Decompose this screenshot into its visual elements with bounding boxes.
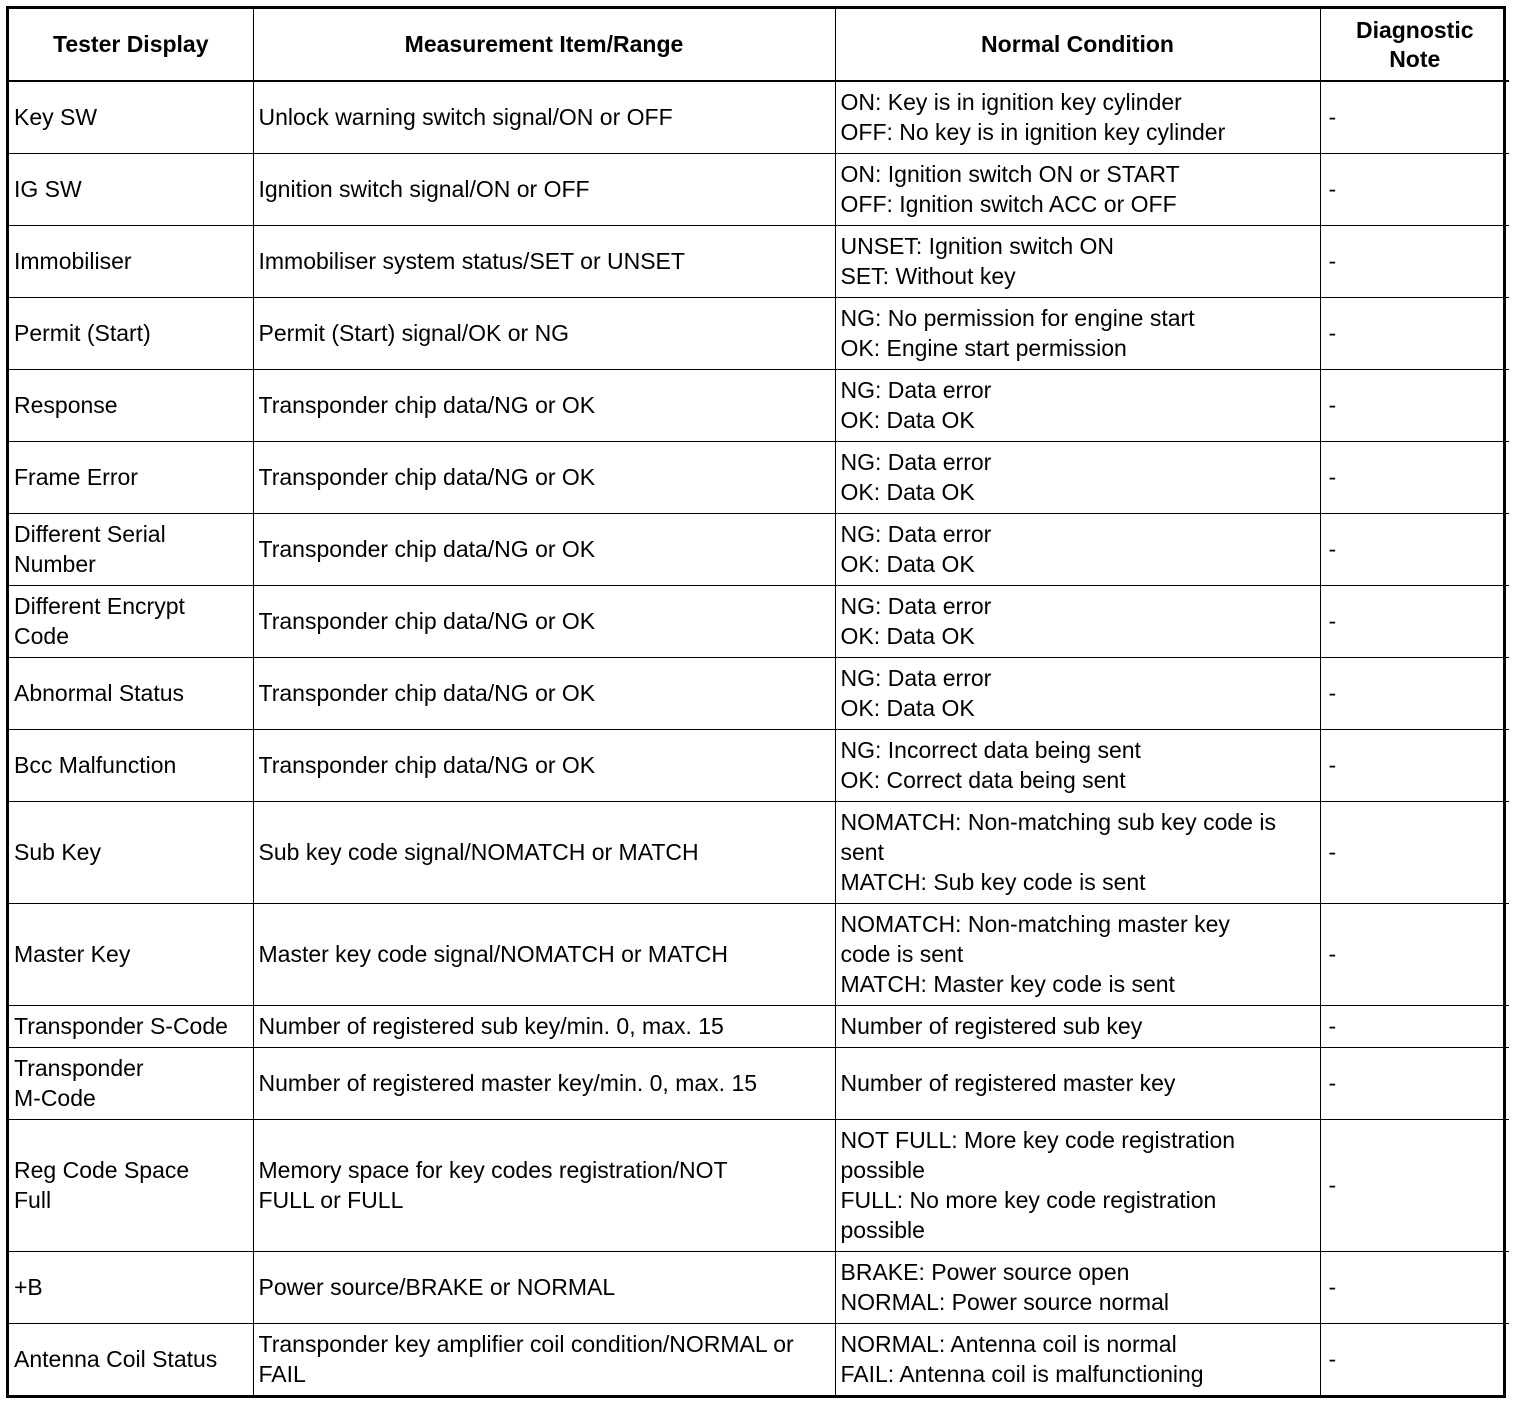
normal-condition-line: UNSET: Ignition switch ON xyxy=(840,233,1115,259)
measurement-item-text: Number of registered sub key/min. 0, max. 15 xyxy=(258,1013,724,1039)
normal-condition-cell xyxy=(835,297,1320,369)
normal-condition-line: Number of registered sub key xyxy=(840,1013,1143,1039)
table-row xyxy=(9,513,1509,585)
tester-display-text: Master Key xyxy=(14,941,131,967)
normal-condition-cell xyxy=(835,441,1320,513)
tester-display-text: Antenna Coil Status xyxy=(14,1346,218,1373)
normal-condition-line: NOMATCH: Non-matching master key code is sent xyxy=(840,911,1230,967)
normal-condition-cell xyxy=(835,801,1320,903)
measurement-item-text: Sub key code signal/NOMATCH or MATCH xyxy=(258,839,699,865)
diagnostic-note-cell: - xyxy=(1320,153,1509,225)
tester-display-cell xyxy=(9,801,253,903)
normal-condition-cell xyxy=(835,81,1320,153)
table-row xyxy=(9,1119,1509,1251)
tester-display-text: Immobiliser xyxy=(14,248,132,274)
measurement-item-cell xyxy=(253,441,835,513)
measurement-item-text: Master key code signal/NOMATCH or MATCH xyxy=(258,941,728,967)
tester-display-text: Key SW xyxy=(14,104,98,131)
diagnostic-note-cell: - xyxy=(1320,585,1509,657)
normal-condition-cell xyxy=(835,1251,1320,1323)
table-row xyxy=(9,585,1509,657)
measurement-item-cell xyxy=(253,513,835,585)
normal-condition-line: NG: Data error xyxy=(840,665,992,691)
tester-display-text: Sub Key xyxy=(14,839,101,865)
tester-display-cell xyxy=(9,297,253,369)
normal-condition-cell xyxy=(835,513,1320,585)
tester-display-cell xyxy=(9,729,253,801)
diagnostic-note-cell: - xyxy=(1320,1119,1509,1251)
diagnostic-note-cell: - xyxy=(1320,729,1509,801)
normal-condition-cell xyxy=(835,1005,1320,1047)
diagnostic-note-cell: - xyxy=(1320,1005,1509,1047)
normal-condition-line: OK: Data OK xyxy=(840,623,975,649)
tester-display-text: Response xyxy=(14,392,118,418)
diagnostic-note-cell: - xyxy=(1320,513,1509,585)
normal-condition-cell xyxy=(835,585,1320,657)
normal-condition-cell xyxy=(835,1047,1320,1119)
normal-condition-line: NG: Data error xyxy=(840,449,992,475)
data-monitor-table-frame xyxy=(6,6,1506,1398)
measurement-item-cell xyxy=(253,1119,835,1251)
measurement-item-text: Transponder chip data/NG or OK xyxy=(258,752,596,778)
tester-display-cell xyxy=(9,1119,253,1251)
table-row xyxy=(9,441,1509,513)
header-measurement-item: Measurement Item/Range xyxy=(253,9,835,81)
measurement-item-text: Power source/BRAKE or NORMAL xyxy=(258,1274,616,1300)
normal-condition-line: FULL: No more key code registration possible xyxy=(840,1187,1217,1243)
measurement-item-cell xyxy=(253,801,835,903)
normal-condition-line: MATCH: Master key code is sent xyxy=(840,971,1175,997)
normal-condition-line: NOMATCH: Non-matching sub key code is sent xyxy=(840,809,1276,865)
tester-display-text: Different Serial Number xyxy=(14,521,166,577)
normal-condition-line: NG: Data error xyxy=(840,521,992,547)
measurement-item-cell xyxy=(253,585,835,657)
normal-condition-line: NORMAL: Power source normal xyxy=(840,1289,1169,1315)
normal-condition-line: NOT FULL: More key code registration possible xyxy=(840,1127,1236,1183)
diagnostic-note-cell: - xyxy=(1320,225,1509,297)
table-row xyxy=(9,729,1509,801)
measurement-item-cell xyxy=(253,225,835,297)
tester-display-cell xyxy=(9,903,253,1005)
tester-display-cell xyxy=(9,1005,253,1047)
measurement-item-cell xyxy=(253,297,835,369)
normal-condition-line: OK: Data OK xyxy=(840,407,975,433)
normal-condition-cell xyxy=(835,903,1320,1005)
measurement-item-cell xyxy=(253,1005,835,1047)
tester-display-cell xyxy=(9,585,253,657)
measurement-item-text: Transponder chip data/NG or OK xyxy=(258,464,596,490)
measurement-item-cell xyxy=(253,1323,835,1395)
normal-condition-line: ON: Key is in ignition key cylinder xyxy=(840,89,1182,116)
measurement-item-text: Unlock warning switch signal/ON or OFF xyxy=(258,104,673,131)
diagnostic-note-cell: - xyxy=(1320,369,1509,441)
measurement-item-text: Transponder chip data/NG or OK xyxy=(258,536,596,562)
normal-condition-line: NG: Data error xyxy=(840,593,992,619)
normal-condition-line: FAIL: Antenna coil is malfunctioning xyxy=(840,1361,1204,1388)
table-row xyxy=(9,657,1509,729)
tester-display-cell xyxy=(9,513,253,585)
tester-display-cell xyxy=(9,1251,253,1323)
header-diagnostic-note xyxy=(1320,9,1509,81)
measurement-item-text: Ignition switch signal/ON or OFF xyxy=(258,176,590,202)
normal-condition-cell xyxy=(835,729,1320,801)
normal-condition-line: OFF: Ignition switch ACC or OFF xyxy=(840,191,1177,217)
normal-condition-line: OK: Data OK xyxy=(840,479,975,505)
tester-display-text: Frame Error xyxy=(14,464,138,490)
table-row xyxy=(9,1251,1509,1323)
tester-display-text: IG SW xyxy=(14,176,82,202)
tester-display-text: Reg Code Space Full xyxy=(14,1157,190,1213)
normal-condition-cell xyxy=(835,1323,1320,1395)
diagnostic-note-cell: - xyxy=(1320,297,1509,369)
tester-display-cell xyxy=(9,153,253,225)
normal-condition-cell xyxy=(835,153,1320,225)
normal-condition-line: NG: No permission for engine start xyxy=(840,305,1195,331)
tester-display-text: Transponder S-Code xyxy=(14,1013,228,1039)
diagnostic-note-cell: - xyxy=(1320,903,1509,1005)
measurement-item-cell xyxy=(253,81,835,153)
tester-display-cell xyxy=(9,1323,253,1395)
tester-display-cell xyxy=(9,81,253,153)
header-normal-condition: Normal Condition xyxy=(835,9,1320,81)
diagnostic-note-label: Diagnostic Note xyxy=(1355,16,1474,72)
table-row xyxy=(9,801,1509,903)
header-row xyxy=(9,9,1509,81)
measurement-item-cell xyxy=(253,153,835,225)
normal-condition-line: SET: Without key xyxy=(840,263,1016,289)
table-row xyxy=(9,369,1509,441)
normal-condition-line: MATCH: Sub key code is sent xyxy=(840,869,1146,895)
normal-condition-cell xyxy=(835,225,1320,297)
data-monitor-table xyxy=(9,9,1509,1395)
table-row xyxy=(9,153,1509,225)
diagnostic-note-cell: - xyxy=(1320,1047,1509,1119)
header-tester-display: Tester Display xyxy=(9,9,253,81)
tester-display-text: Abnormal Status xyxy=(14,680,185,706)
measurement-item-text: Number of registered master key/min. 0, max. 15 xyxy=(258,1070,758,1096)
measurement-item-text: Transponder key amplifier coil condition/NORMAL or FAIL xyxy=(258,1331,794,1388)
normal-condition-cell xyxy=(835,369,1320,441)
normal-condition-cell xyxy=(835,1119,1320,1251)
diagnostic-note-cell: - xyxy=(1320,81,1509,153)
normal-condition-cell xyxy=(835,657,1320,729)
normal-condition-line: NG: Data error xyxy=(840,377,992,403)
measurement-item-text: Permit (Start) signal/OK or NG xyxy=(258,320,570,346)
diagnostic-note-cell: - xyxy=(1320,657,1509,729)
tester-display-cell xyxy=(9,657,253,729)
normal-condition-line: OK: Data OK xyxy=(840,695,975,721)
measurement-item-text: Immobiliser system status/SET or UNSET xyxy=(258,248,685,274)
measurement-item-text: Transponder chip data/NG or OK xyxy=(258,608,596,634)
normal-condition-line: OK: Data OK xyxy=(840,551,975,577)
tester-display-text: Transponder M-Code xyxy=(14,1055,144,1111)
measurement-item-cell xyxy=(253,1251,835,1323)
measurement-item-cell xyxy=(253,903,835,1005)
diagnostic-note-cell: - xyxy=(1320,1251,1509,1323)
normal-condition-line: OK: Correct data being sent xyxy=(840,767,1126,793)
normal-condition-line: NG: Incorrect data being sent xyxy=(840,737,1141,763)
normal-condition-line: OFF: No key is in ignition key cylinder xyxy=(840,119,1226,146)
measurement-item-text: Transponder chip data/NG or OK xyxy=(258,392,596,418)
measurement-item-cell xyxy=(253,1047,835,1119)
normal-condition-line: NORMAL: Antenna coil is normal xyxy=(840,1331,1177,1358)
table-row xyxy=(9,225,1509,297)
diagnostic-note-cell: - xyxy=(1320,1323,1509,1395)
diagnostic-note-cell: - xyxy=(1320,801,1509,903)
tester-display-cell xyxy=(9,369,253,441)
tester-display-text: Permit (Start) xyxy=(14,320,151,346)
table-row xyxy=(9,297,1509,369)
diagnostic-note-cell: - xyxy=(1320,441,1509,513)
normal-condition-line: OK: Engine start permission xyxy=(840,335,1127,361)
measurement-item-text: Memory space for key codes registration/NOT FULL or FULL xyxy=(258,1157,728,1213)
table-row xyxy=(9,81,1509,153)
normal-condition-line: BRAKE: Power source open xyxy=(840,1259,1130,1285)
normal-condition-line: Number of registered master key xyxy=(840,1070,1176,1096)
table-row xyxy=(9,1323,1509,1395)
measurement-item-cell xyxy=(253,369,835,441)
tester-display-cell xyxy=(9,225,253,297)
measurement-item-cell xyxy=(253,729,835,801)
tester-display-cell xyxy=(9,441,253,513)
tester-display-text: Bcc Malfunction xyxy=(14,752,177,778)
tester-display-text: +B xyxy=(14,1274,43,1300)
table-row xyxy=(9,1005,1509,1047)
table-row xyxy=(9,903,1509,1005)
table-row xyxy=(9,1047,1509,1119)
tester-display-cell xyxy=(9,1047,253,1119)
tester-display-text: Different Encrypt Code xyxy=(14,593,185,649)
measurement-item-text: Transponder chip data/NG or OK xyxy=(258,680,596,706)
measurement-item-cell xyxy=(253,657,835,729)
normal-condition-line: ON: Ignition switch ON or START xyxy=(840,161,1180,187)
